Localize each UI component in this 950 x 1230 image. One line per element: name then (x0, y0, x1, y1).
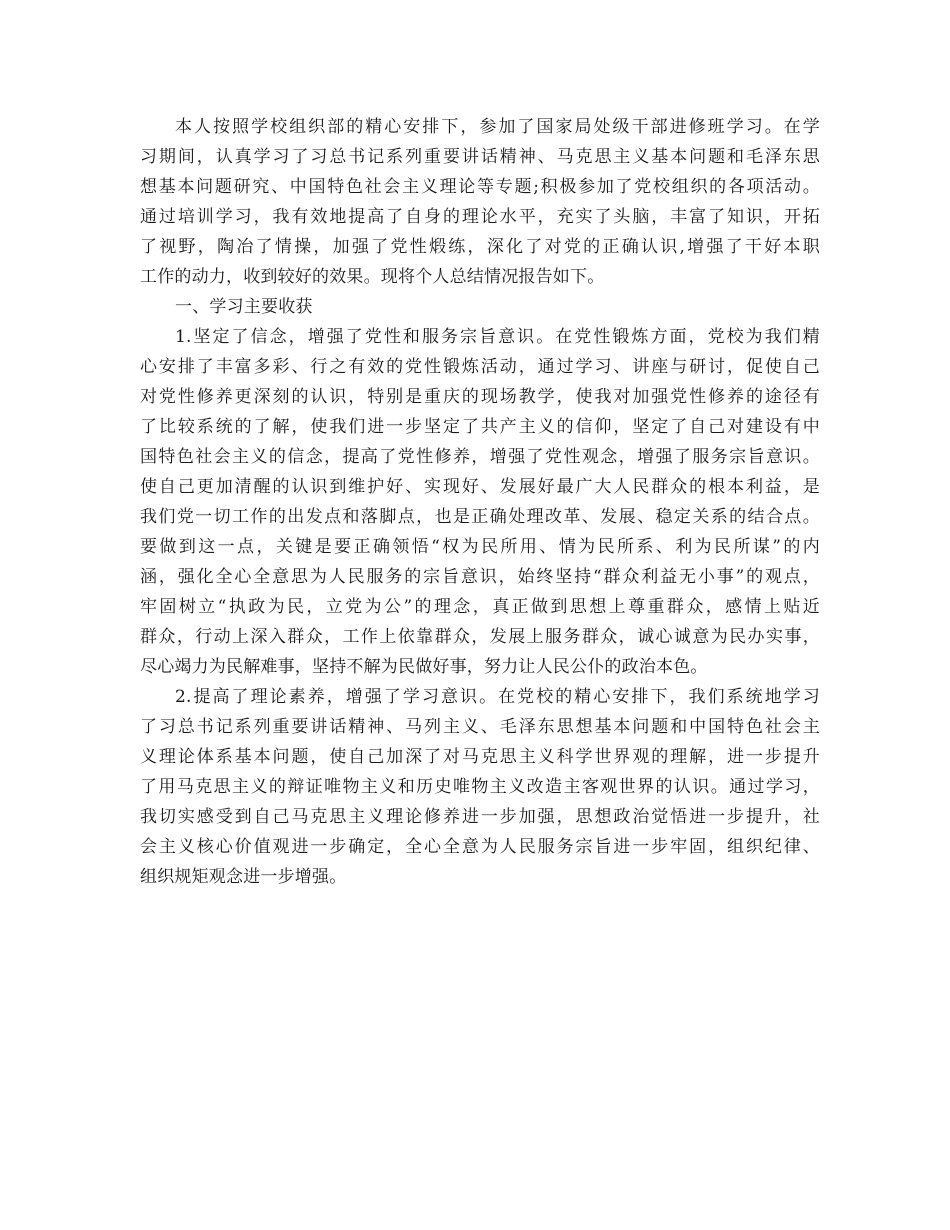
text-line: 群众，行动上深入群众，工作上依靠群众，发展上服务群众，诚心诚意为民办实事， (140, 627, 820, 647)
text-line: 义理论体系基本问题，使自己加深了对马克思主义科学世界观的理解，进一步提升 (140, 747, 820, 767)
text-line: 国特色社会主义的信念，提高了党性修养，增强了党性观念，增强了服务宗旨意识。 (140, 447, 820, 467)
text-line: 牢固树立“执政为民，立党为公”的理念，真正做到思想上尊重群众，感情上贴近 (140, 597, 820, 617)
text-line: 会主义核心价值观进一步确定，全心全意为人民服务宗旨进一步牢固，组织纪律、 (140, 837, 820, 857)
document-body (140, 112, 820, 892)
text-line: 组织规矩观念进一步增强。 (140, 867, 347, 887)
text-line: 想基本问题研究、中国特色社会主义理论等专题;积极参加了党校组织的各项活动。 (140, 177, 820, 197)
text-line: 心安排了丰富多彩、行之有效的党性锻炼活动，通过学习、讲座与研讨，促使自己 (140, 357, 820, 377)
text-line: 了习总书记系列重要讲话精神、马列主义、毛泽东思想基本问题和中国特色社会主 (140, 717, 820, 737)
text-line: 本人按照学校组织部的精心安排下，参加了国家局处级干部进修班学习。在学 (175, 117, 820, 137)
text-line: 对党性修养更深刻的认识，特别是重庆的现场教学，使我对加强党性修养的途径有 (140, 387, 820, 407)
text-line: 工作的动力，收到较好的效果。现将个人总结情况报告如下。 (140, 267, 605, 287)
text-line: 尽心竭力为民解难事，坚持不解为民做好事，努力让人民公仆的政治本色。 (140, 657, 708, 677)
text-line: 了用马克思主义的辩证唯物主义和历史唯物主义改造主客观世界的认识。通过学习， (140, 777, 820, 797)
text-line: 通过培训学习，我有效地提高了自身的理论水平，充实了头脑，丰富了知识，开拓 (140, 207, 820, 227)
text-line: 了比较系统的了解，使我们进一步坚定了共产主义的信仰，坚定了自己对建设有中 (140, 417, 820, 437)
text-line: 习期间，认真学习了习总书记系列重要讲话精神、马克思主义基本问题和毛泽东思 (140, 147, 820, 167)
text-line: 了视野，陶冶了情操，加强了党性煅练，深化了对党的正确认识,增强了干好本职 (140, 237, 820, 257)
text-line: 涵，强化全心全意思为人民服务的宗旨意识，始终坚持“群众利益无小事”的观点， (140, 567, 820, 587)
text-line: 2.提高了理论素养，增强了学习意识。在党校的精心安排下，我们系统地学习 (175, 687, 820, 707)
text-line: 一、学习主要收获 (175, 297, 313, 317)
text-line: 我们党一切工作的出发点和落脚点，也是正确处理改革、发展、稳定关系的结合点。 (140, 507, 820, 527)
text-line: 1.坚定了信念，增强了党性和服务宗旨意识。在党性锻炼方面，党校为我们精 (175, 327, 820, 347)
text-line: 使自己更加清醒的认识到维护好、实现好、发展好最广大人民群众的根本利益，是 (140, 477, 820, 497)
text-line: 要做到这一点，关键是要正确领悟“权为民所用、情为民所系、利为民所谋”的内 (140, 537, 820, 557)
text-line: 我切实感受到自己马克思主义理论修养进一步加强，思想政治觉悟进一步提升，社 (140, 807, 820, 827)
